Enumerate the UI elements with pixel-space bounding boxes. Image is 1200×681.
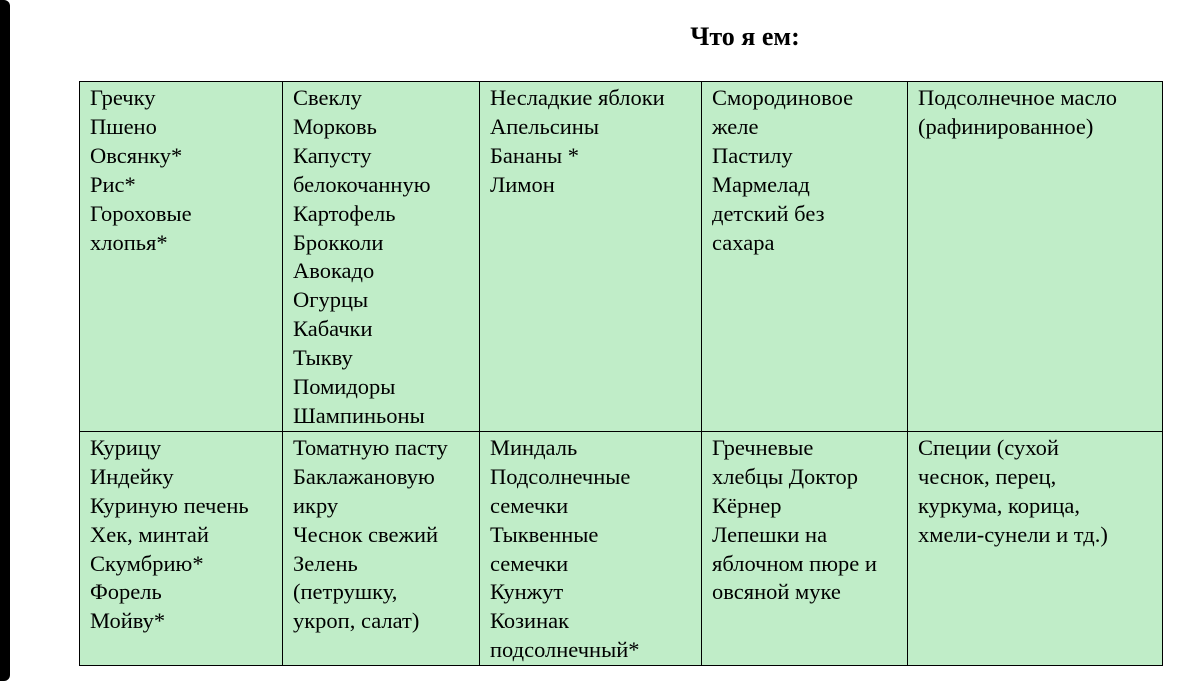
list-item: Апельсины — [490, 113, 599, 139]
table-row — [80, 431, 1163, 665]
list-item: Гречневые — [712, 434, 814, 460]
page-title: Что я ем: — [690, 22, 800, 51]
list-item: Кабачки — [293, 316, 373, 342]
list-item: Смородиновое — [712, 85, 854, 110]
list-item: Баклажановую — [293, 463, 435, 489]
list-item: Курицу — [90, 434, 162, 460]
list-item: Огурцы — [293, 287, 369, 313]
table-row — [80, 82, 1163, 432]
list-item: семечки — [490, 492, 569, 518]
cell-condiments — [283, 431, 480, 665]
list-item: Пастилу — [712, 142, 793, 168]
list-item: Подсолнечное масло — [918, 85, 1117, 110]
cell-nuts-seeds — [480, 431, 702, 665]
list-item: Лепешки на — [712, 521, 828, 547]
cell-grains — [80, 82, 283, 432]
list-item: чеснок, перец, — [918, 463, 1057, 489]
list-item: детский без — [712, 200, 825, 226]
list-item: Тыквенные — [490, 521, 599, 547]
list-item: Авокадо — [293, 258, 375, 284]
list-item: Несладкие яблоки — [490, 85, 665, 110]
slide-left-edge — [0, 0, 10, 681]
list-item: (петрушку, — [293, 579, 398, 605]
list-item: Овсянку* — [90, 142, 183, 168]
list-item: Свеклу — [293, 85, 362, 110]
list-item: подсолнечный* — [490, 637, 640, 663]
list-item: Скумбрию* — [90, 550, 204, 576]
list-item: желе — [712, 113, 759, 139]
list-item: яблочном пюре и — [712, 550, 877, 576]
list-item: Козинак — [490, 608, 570, 634]
list-item: хлопья* — [90, 229, 168, 255]
list-item: Хек, минтай — [90, 521, 209, 547]
list-item: Морковь — [293, 113, 377, 139]
cell-vegetables — [283, 82, 480, 432]
list-item: Рис* — [90, 171, 136, 197]
list-item: Гречку — [90, 85, 156, 110]
list-item: семечки — [490, 550, 569, 576]
list-item: сахара — [712, 229, 775, 255]
list-item: хлебцы Доктор — [712, 463, 858, 489]
list-item: Бананы * — [490, 142, 579, 168]
list-item: Специи (сухой — [918, 434, 1059, 460]
list-item: Капусту — [293, 142, 372, 168]
list-item: Чеснок свежий — [293, 521, 439, 547]
list-item: овсяной муке — [712, 579, 841, 605]
cell-sweets — [702, 82, 908, 432]
food-table — [79, 81, 1163, 666]
list-item: Кунжут — [490, 579, 564, 605]
list-item: Лимон — [490, 171, 555, 197]
list-item: Гороховые — [90, 200, 192, 226]
list-item: Картофель — [293, 200, 396, 226]
list-item: Форель — [90, 579, 162, 605]
list-item: Кёрнер — [712, 492, 782, 518]
list-item: Мармелад — [712, 171, 810, 197]
list-item: Помидоры — [293, 374, 396, 400]
cell-breads — [702, 431, 908, 665]
list-item: Мойву* — [90, 608, 166, 634]
list-item: хмели-сунели и тд.) — [918, 521, 1108, 547]
cell-meat-fish — [80, 431, 283, 665]
list-item: белокочанную — [293, 171, 431, 197]
list-item: (рафинированное) — [918, 113, 1094, 139]
list-item: куркума, корица, — [918, 492, 1080, 518]
list-item: Индейку — [90, 463, 174, 489]
list-item: Миндаль — [490, 434, 578, 460]
list-item: Подсолнечные — [490, 463, 631, 489]
list-item: Тыкву — [293, 345, 353, 371]
list-item: Куриную печень — [90, 492, 249, 518]
list-item: икру — [293, 492, 339, 518]
list-item: Брокколи — [293, 229, 384, 255]
list-item: Томатную пасту — [293, 434, 448, 460]
list-item: Шампиньоны — [293, 402, 425, 428]
cell-spices — [908, 431, 1163, 665]
list-item: Зелень — [293, 550, 358, 576]
cell-oils — [908, 82, 1163, 432]
cell-fruits — [480, 82, 702, 432]
list-item: Пшено — [90, 113, 157, 139]
list-item: укроп, салат) — [293, 608, 420, 634]
